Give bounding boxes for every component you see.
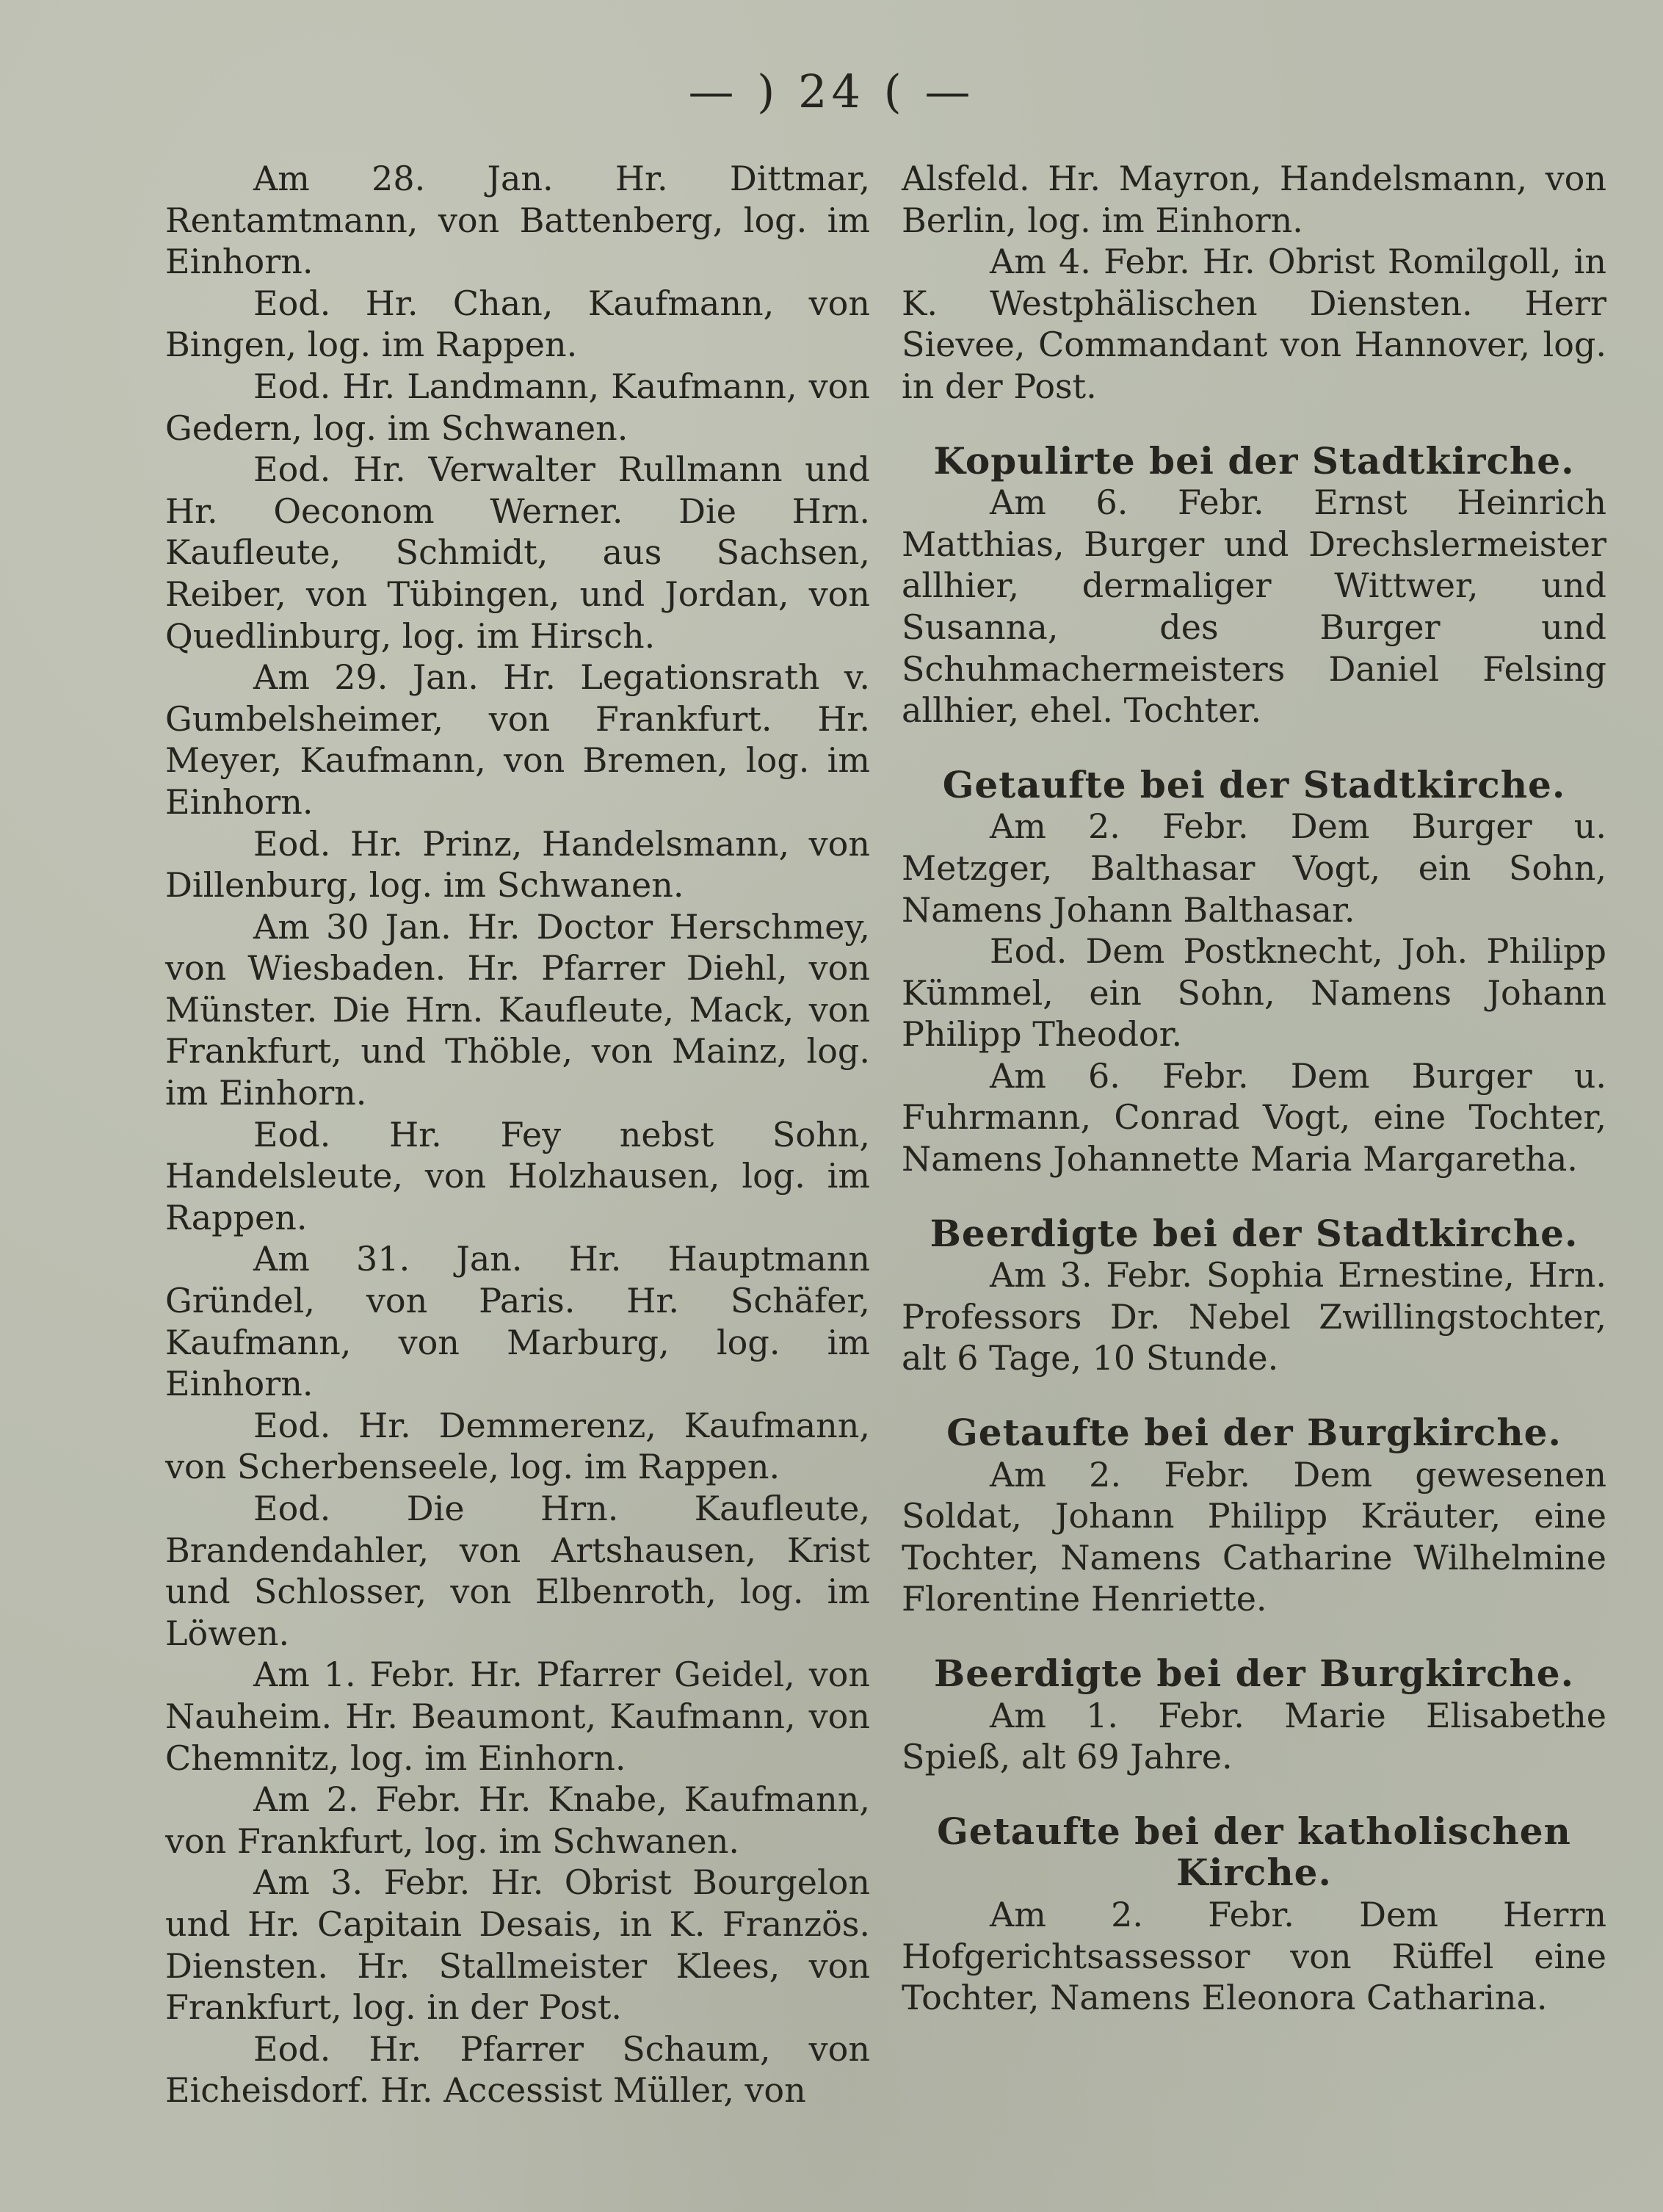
section-title-burials-stadtkirche: Beerdigte bei der Stadtkirche. xyxy=(930,1211,1579,1255)
arrival-entry: Am 4. Febr. Hr. Obrist Romilgoll, in K. Westphälischen Diensten. Herr Sievee, Commandant von Hannover, log. in der Post. xyxy=(902,242,1606,406)
left-column xyxy=(165,158,870,2111)
arrival-entry: Am 29. Jan. Hr. Legationsrath v. Gumbelsheimer, von Frankfurt. Hr. Meyer, Kaufmann, von Bremen, log. im Einhorn. xyxy=(165,657,870,822)
arrival-entry: Eod. Hr. Landmann, Kaufmann, von Gedern, log. im Schwanen. xyxy=(165,366,870,448)
arrival-entry: Am 28. Jan. Hr. Dittmar, Rentamtmann, von Battenberg, log. im Einhorn. xyxy=(165,159,870,282)
arrival-entry: Eod. Hr. Prinz, Handelsmann, von Dillenburg, log. im Schwanen. xyxy=(165,823,870,906)
section-gap xyxy=(902,1778,1606,1811)
register-entry: Am 1. Febr. Marie Elisabethe Spieß, alt 69 Jahre. xyxy=(902,1695,1606,1777)
arrival-entry: Eod. Hr. Verwalter Rullmann und Hr. Oeconom Werner. Die Hrn. Kaufleute, Schmidt, aus Sachsen, Reiber, von Tübingen, und Jordan, von Quedlinburg, log. im Hirsch. xyxy=(165,449,870,656)
arrival-entry: Eod. Hr. Chan, Kaufmann, von Bingen, log. im Rappen. xyxy=(165,283,870,365)
arrival-entry: Am 30 Jan. Hr. Doctor Herschmey, von Wiesbaden. Hr. Pfarrer Diehl, von Münster. Die Hrn. Kaufleute, Mack, von Frankfurt, und Thöble, von Mainz, log. im Einhorn. xyxy=(165,906,870,1113)
arrival-entry: Am 2. Febr. Hr. Knabe, Kaufmann, von Frankfurt, log. im Schwanen. xyxy=(165,1779,870,1861)
register-entry: Am 2. Febr. Dem gewesenen Soldat, Johann Philipp Kräuter, eine Tochter, Namens Catharine Wilhelmine Florentine Henriette. xyxy=(902,1454,1606,1619)
register-entry: Am 2. Febr. Dem Herrn Hofgerichtsassessor von Rüffel eine Tochter, Namens Eleonora Catharina. xyxy=(902,1894,1606,2018)
register-entry: Am 3. Febr. Sophia Ernestine, Hrn. Professors Dr. Nebel Zwillingstochter, alt 6 Tage, 10 Stunde. xyxy=(902,1255,1606,1378)
section-gap xyxy=(902,408,1606,441)
register-entry: Eod. Dem Postknecht, Joh. Philipp Kümmel, ein Sohn, Namens Johann Philipp Theodor. xyxy=(902,931,1606,1055)
arrival-entry: Am 1. Febr. Hr. Pfarrer Geidel, von Nauheim. Hr. Beaumont, Kaufmann, von Chemnitz, log. im Einhorn. xyxy=(165,1655,870,1778)
register-entry: Am 6. Febr. Ernst Heinrich Matthias, Burger und Drechslermeister allhier, dermaliger Wittwer, und Susanna, des Burger und Schuhmachermeisters Daniel Felsing allhier, ehel. Tochter. xyxy=(902,482,1606,731)
section-title-burials-burgkirche: Beerdigte bei der Burgkirche. xyxy=(933,1652,1575,1695)
section-gap xyxy=(902,1379,1606,1412)
register-entry: Am 2. Febr. Dem Burger u. Metzger, Balthasar Vogt, ein Sohn, Namens Johann Balthasar. xyxy=(902,806,1606,930)
section-gap xyxy=(902,731,1606,765)
section-title-marriages: Kopulirte bei der Stadtkirche. xyxy=(933,438,1575,482)
page-number-header: — ) 24 ( — xyxy=(688,65,975,118)
arrival-entry: Eod. Hr. Demmerenz, Kaufmann, von Scherbenseele, log. im Rappen. xyxy=(165,1405,870,1487)
section-gap xyxy=(902,1180,1606,1213)
arrival-entry-continuation: Alsfeld. Hr. Mayron, Handelsmann, von Berlin, log. im Einhorn. xyxy=(902,159,1606,240)
right-column xyxy=(902,158,1606,2019)
section-title-baptisms-catholic: Getaufte bei der katholischen Kirche. xyxy=(937,1809,1571,1895)
arrival-entry: Am 3. Febr. Hr. Obrist Bourgelon und Hr. Capitain Desais, in K. Französ. Diensten. Hr. Stallmeister Klees, von Frankfurt, log. in der Post. xyxy=(165,1862,870,2028)
arrival-entry: Eod. Hr. Fey nebst Sohn, Handelsleute, von Holzhausen, log. im Rappen. xyxy=(165,1114,870,1237)
section-title-baptisms-stadtkirche: Getaufte bei der Stadtkirche. xyxy=(942,762,1566,806)
arrival-entry: Eod. Hr. Pfarrer Schaum, von Eicheisdorf. Hr. Accessist Müller, von xyxy=(165,2028,870,2111)
section-gap xyxy=(902,1620,1606,1653)
register-entry: Am 6. Febr. Dem Burger u. Fuhrmann, Conrad Vogt, eine Tochter, Namens Johannette Maria Margaretha. xyxy=(902,1055,1606,1179)
arrival-entry: Eod. Die Hrn. Kaufleute, Brandendahler, von Artshausen, Krist und Schlosser, von Elbenroth, log. im Löwen. xyxy=(165,1489,870,1653)
arrival-entry: Am 31. Jan. Hr. Hauptmann Gründel, von Paris. Hr. Schäfer, Kaufmann, von Marburg, log. im Einhorn. xyxy=(165,1239,870,1404)
section-title-baptisms-burgkirche: Getaufte bei der Burgkirche. xyxy=(946,1411,1562,1455)
